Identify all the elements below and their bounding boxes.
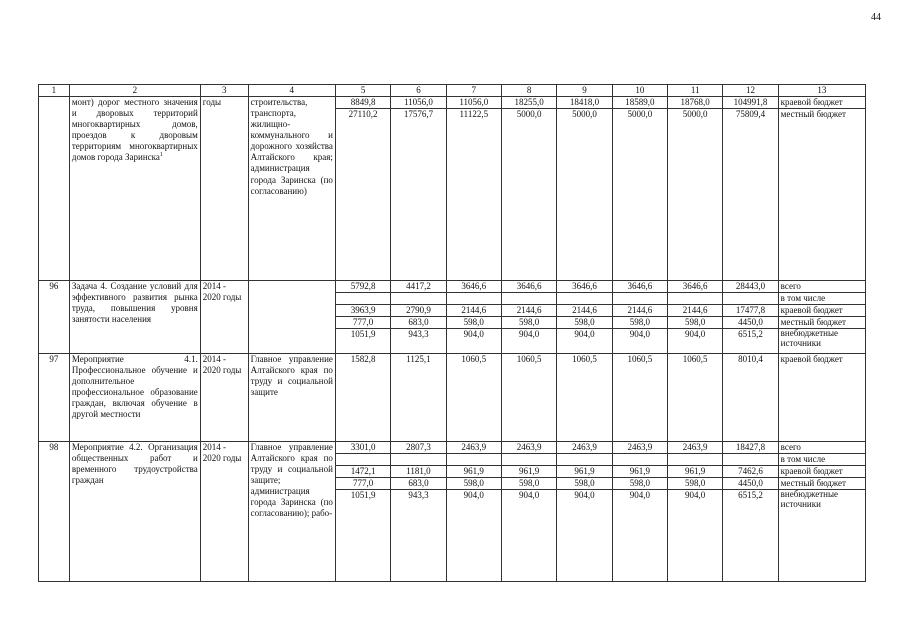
value: 2463,9 xyxy=(447,442,501,454)
value: 5000,0 xyxy=(572,109,597,120)
value: 961,9 xyxy=(447,466,501,478)
value: 2463,9 xyxy=(668,442,722,454)
value: 598,0 xyxy=(502,478,556,490)
source-label: краевой бюджет xyxy=(779,466,865,478)
value-cell xyxy=(501,442,556,582)
value-cell xyxy=(723,354,778,442)
value-cell xyxy=(557,281,612,354)
value: 2144,6 xyxy=(502,305,556,317)
value xyxy=(613,454,667,466)
task-description xyxy=(69,97,200,281)
value: 2463,9 xyxy=(557,442,611,454)
value: 11056,0 xyxy=(391,97,445,109)
value: 1060,5 xyxy=(627,354,653,365)
table-row xyxy=(39,97,866,281)
source-label: внебюджетные источники xyxy=(780,329,839,348)
value-cell xyxy=(335,442,390,582)
source-label: местный бюджет xyxy=(779,478,865,490)
value: 5000,0 xyxy=(627,109,653,120)
value: 3646,6 xyxy=(668,281,722,293)
value: 904,0 xyxy=(463,490,484,501)
value xyxy=(447,454,501,466)
value-cell xyxy=(723,281,778,354)
value xyxy=(668,293,722,305)
value: 17477,8 xyxy=(723,305,777,317)
value: 961,9 xyxy=(557,466,611,478)
header-cell: 13 xyxy=(778,85,865,97)
value-cell xyxy=(391,97,446,281)
value: 683,0 xyxy=(391,478,445,490)
value: 1051,9 xyxy=(350,490,376,501)
value: 11056,0 xyxy=(447,97,501,109)
value-cell xyxy=(335,97,390,281)
value: 2463,9 xyxy=(502,442,556,454)
value: 2144,6 xyxy=(447,305,501,317)
value: 6515,2 xyxy=(738,329,763,340)
value: 904,0 xyxy=(629,490,650,501)
value: 2144,6 xyxy=(668,305,722,317)
budget-table xyxy=(38,84,866,582)
value-cell xyxy=(446,442,501,582)
header-cell: 3 xyxy=(200,85,248,97)
value: 7462,6 xyxy=(723,466,777,478)
header-cell: 10 xyxy=(612,85,667,97)
value-cell xyxy=(612,281,667,354)
value-cell xyxy=(557,442,612,582)
value: 3646,6 xyxy=(447,281,501,293)
value: 104991,8 xyxy=(723,97,777,109)
funding-source xyxy=(778,97,865,281)
value: 1582,8 xyxy=(350,354,376,365)
value: 1060,5 xyxy=(682,354,708,365)
value: 3646,6 xyxy=(613,281,667,293)
value-cell xyxy=(723,442,778,582)
value: 4417,2 xyxy=(391,281,445,293)
value: 6515,2 xyxy=(738,490,763,501)
value: 3963,9 xyxy=(336,305,390,317)
source-label: местный бюджет xyxy=(779,317,865,329)
header-cell: 1 xyxy=(39,85,70,97)
source-label: всего xyxy=(779,281,865,293)
value-cell xyxy=(557,97,612,281)
source-label: краевой бюджет xyxy=(780,354,843,365)
value: 961,9 xyxy=(668,466,722,478)
value-cell xyxy=(723,97,778,281)
value xyxy=(502,293,556,305)
header-cell: 9 xyxy=(557,85,612,97)
header-cell: 4 xyxy=(248,85,335,97)
value: 17576,7 xyxy=(403,109,434,120)
task-description xyxy=(69,442,200,582)
value: 18589,0 xyxy=(613,97,667,109)
task-text: монт) дорог местного значения и дворовых территорий многоквартирных домов, проездов к дворовым территориям многоквартирных домов города Заринска xyxy=(71,97,198,163)
value: 961,9 xyxy=(502,466,556,478)
executor xyxy=(248,281,335,354)
value: 2144,6 xyxy=(557,305,611,317)
value: 598,0 xyxy=(613,478,667,490)
value: 598,0 xyxy=(557,317,611,329)
header-cell: 11 xyxy=(667,85,722,97)
executor: строительства, транспорта, жилищно-коммунального и дорожного хозяйства Алтайского края; администрация города Заринска (по согласованию) xyxy=(248,97,335,281)
table-header-row xyxy=(39,85,866,97)
header-cell: 6 xyxy=(391,85,446,97)
value-cell xyxy=(446,281,501,354)
value: 75809,4 xyxy=(735,109,766,120)
footnote-mark: 1 xyxy=(159,152,163,159)
task-text: Мероприятие 4.1. Профессиональное обучение и дополнительное профессиональное образование граждан, включая обучение в другой местности xyxy=(71,354,198,420)
source-label: краевой бюджет xyxy=(779,305,865,317)
value: 1125,1 xyxy=(406,354,431,365)
value: 8849,8 xyxy=(336,97,390,109)
row-number: 96 xyxy=(39,281,70,354)
value-cell xyxy=(391,442,446,582)
value: 18768,0 xyxy=(668,97,722,109)
value: 943,3 xyxy=(408,490,429,501)
value: 2144,6 xyxy=(613,305,667,317)
value: 598,0 xyxy=(447,317,501,329)
value: 5000,0 xyxy=(682,109,708,120)
value: 1181,0 xyxy=(391,466,445,478)
value xyxy=(502,454,556,466)
value: 2807,3 xyxy=(391,442,445,454)
value: 5000,0 xyxy=(516,109,542,120)
task-text: Задача 4. Создание условий для эффективного развития рынка труда, повышения уровня занятости населения xyxy=(71,281,198,325)
value-cell xyxy=(446,97,501,281)
value-cell xyxy=(446,354,501,442)
value: 1051,9 xyxy=(350,329,376,340)
value-cell xyxy=(667,281,722,354)
value-cell xyxy=(667,97,722,281)
value-cell xyxy=(667,354,722,442)
value: 777,0 xyxy=(336,478,390,490)
value-cell xyxy=(501,281,556,354)
value: 598,0 xyxy=(613,317,667,329)
value: 683,0 xyxy=(391,317,445,329)
value: 1060,5 xyxy=(572,354,597,365)
source-label: местный бюджет xyxy=(780,109,846,120)
value xyxy=(668,454,722,466)
header-cell: 2 xyxy=(69,85,200,97)
value-cell xyxy=(667,442,722,582)
value-cell xyxy=(612,97,667,281)
header-cell: 12 xyxy=(723,85,778,97)
value: 4450,0 xyxy=(723,317,777,329)
value xyxy=(391,454,445,466)
value-cell xyxy=(557,354,612,442)
value: 904,0 xyxy=(519,490,540,501)
value-cell xyxy=(335,281,390,354)
value-cell xyxy=(391,354,446,442)
source-label: в том числе xyxy=(779,293,865,305)
value-cell xyxy=(501,97,556,281)
value: 598,0 xyxy=(557,478,611,490)
source-label: внебюджетные источники xyxy=(780,490,839,509)
value: 18255,0 xyxy=(502,97,556,109)
value: 2463,9 xyxy=(613,442,667,454)
value: 27110,2 xyxy=(348,109,378,120)
header-cell: 5 xyxy=(335,85,390,97)
value-cell xyxy=(612,442,667,582)
value-cell xyxy=(335,354,390,442)
value xyxy=(447,293,501,305)
task-text: Мероприятие 4.2. Организация общественных работ и временного трудоустройства граждан xyxy=(71,442,198,486)
value: 1060,5 xyxy=(516,354,542,365)
value: 961,9 xyxy=(613,466,667,478)
value-cell xyxy=(612,354,667,442)
value xyxy=(336,293,390,305)
table-body xyxy=(39,85,866,582)
value: 943,3 xyxy=(408,329,429,340)
value: 777,0 xyxy=(336,317,390,329)
table-row xyxy=(39,354,866,442)
value: 904,0 xyxy=(463,329,484,340)
value: 5792,8 xyxy=(336,281,390,293)
value: 1060,5 xyxy=(461,354,487,365)
value: 8010,4 xyxy=(738,354,763,365)
value: 598,0 xyxy=(502,317,556,329)
task-description xyxy=(69,354,200,442)
row-number: 97 xyxy=(39,354,70,442)
period: 2014 - 2020 годы xyxy=(200,354,248,442)
funding-source xyxy=(778,354,865,442)
value xyxy=(557,293,611,305)
value: 18418,0 xyxy=(557,97,611,109)
executor: Главное управление Алтайского края по труду и социальной защите; администрация города Заринска (по согласованию); рабо- xyxy=(248,442,335,582)
executor: Главное управление Алтайского края по труду и социальной защите xyxy=(248,354,335,442)
task-description xyxy=(69,281,200,354)
value: 904,0 xyxy=(574,329,595,340)
value: 3646,6 xyxy=(557,281,611,293)
table-row xyxy=(39,281,866,354)
value-cell xyxy=(501,354,556,442)
value xyxy=(723,454,777,466)
value: 904,0 xyxy=(685,329,706,340)
value: 4450,0 xyxy=(723,478,777,490)
funding-source xyxy=(778,442,865,582)
funding-source xyxy=(778,281,865,354)
header-cell: 8 xyxy=(501,85,556,97)
value: 28443,0 xyxy=(723,281,777,293)
value: 904,0 xyxy=(629,329,650,340)
value: 904,0 xyxy=(519,329,540,340)
value: 1472,1 xyxy=(336,466,390,478)
value: 3646,6 xyxy=(502,281,556,293)
value xyxy=(723,293,777,305)
value: 598,0 xyxy=(668,317,722,329)
value: 904,0 xyxy=(685,490,706,501)
value xyxy=(391,293,445,305)
value: 904,0 xyxy=(574,490,595,501)
value: 18427,8 xyxy=(723,442,777,454)
value: 2790,9 xyxy=(391,305,445,317)
value: 598,0 xyxy=(447,478,501,490)
value: 3301,0 xyxy=(336,442,390,454)
value: 11122,5 xyxy=(459,109,489,120)
value: 598,0 xyxy=(668,478,722,490)
source-label: всего xyxy=(779,442,865,454)
value-cell xyxy=(391,281,446,354)
period: 2014 - 2020 годы xyxy=(200,281,248,354)
period: годы xyxy=(200,97,248,281)
value xyxy=(613,293,667,305)
value xyxy=(557,454,611,466)
period: 2014 - 2020 годы xyxy=(200,442,248,582)
source-label: в том числе xyxy=(779,454,865,466)
header-cell: 7 xyxy=(446,85,501,97)
row-number xyxy=(39,97,70,281)
table-row xyxy=(39,442,866,582)
page-number: 44 xyxy=(871,12,881,23)
row-number: 98 xyxy=(39,442,70,582)
source-label: краевой бюджет xyxy=(779,97,865,109)
value xyxy=(336,454,390,466)
